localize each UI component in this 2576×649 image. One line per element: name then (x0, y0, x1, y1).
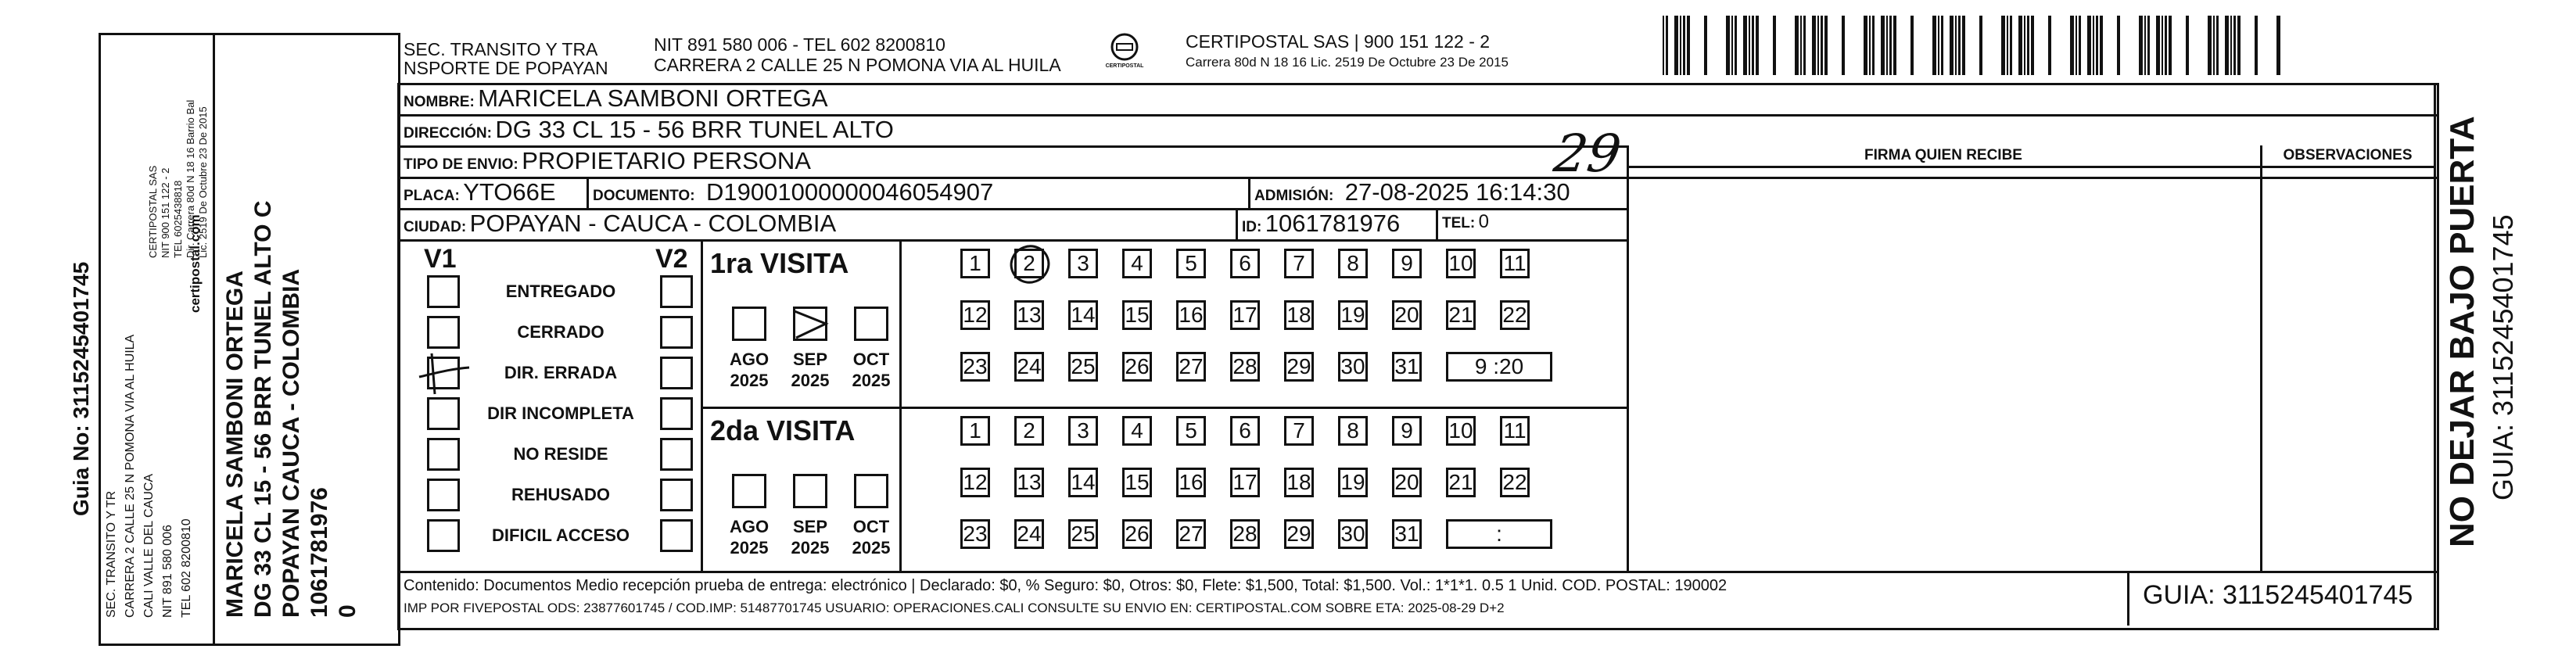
day-box[interactable]: 5 (1176, 416, 1206, 446)
col-line-reception (1627, 145, 1629, 573)
day-box[interactable]: 14 (1068, 468, 1098, 497)
day-box[interactable]: 1 (960, 249, 990, 278)
month-label (726, 516, 773, 558)
day-box[interactable]: 28 (1230, 519, 1260, 549)
v2-checkbox[interactable] (660, 397, 693, 430)
day-box[interactable]: 2 (1014, 249, 1044, 278)
carrier-logo-text: CERTIPOSTAL (1105, 63, 1144, 69)
v1-checkbox[interactable] (427, 479, 460, 511)
direccion-label: DIRECCIÓN: (404, 125, 492, 142)
documento-value: D19001000000046054907 (706, 178, 994, 206)
day-box[interactable]: 3 (1068, 249, 1098, 278)
stub-sender-line-1: CARRERA 2 CALLE 25 N POMONA VIA AL HUILA (124, 334, 137, 618)
day-box[interactable]: 4 (1122, 416, 1152, 446)
tel-label: TEL: (1442, 215, 1476, 231)
day-box[interactable]: 2 (1014, 416, 1044, 446)
motivo-label: DIFICIL ACCESO (491, 525, 630, 545)
stub-recipient-line-2: POPAYAN CAUCA - COLOMBIA (278, 268, 304, 618)
direccion-field (404, 116, 894, 144)
stub-sender-line-3: NIT 891 580 006 (161, 525, 174, 618)
month-name: OCT (852, 517, 890, 536)
visit-time[interactable]: : (1446, 519, 1552, 549)
day-box[interactable]: 17 (1230, 300, 1260, 330)
visit-separator (701, 407, 1627, 409)
barcode (1663, 16, 2280, 75)
day-box[interactable]: 8 (1338, 249, 1368, 278)
day-box[interactable]: 28 (1230, 352, 1260, 382)
sender-line2: NSPORTE DE POPAYAN (404, 58, 608, 78)
stub-carrier-line-0: CERTIPOSTAL SAS (147, 165, 159, 258)
month-checkbox[interactable] (854, 307, 888, 341)
day-box[interactable]: 10 (1446, 416, 1476, 446)
day-box[interactable]: 29 (1284, 519, 1314, 549)
stub-sender-line-0: SEC. TRANSITO Y TR (105, 490, 118, 618)
motivo-label: CERRADO (517, 322, 605, 342)
stub-website: certipostal.com (188, 214, 203, 313)
stub-guia-label: Guia No: 3115245401745 (69, 261, 93, 516)
v2-checkbox[interactable] (660, 316, 693, 349)
admision-label: ADMISIÓN: (1254, 188, 1334, 204)
motivo-label: REHUSADO (511, 485, 610, 504)
tel-field (1442, 211, 1489, 233)
day-box[interactable]: 27 (1176, 519, 1206, 549)
month-name: SEP (792, 517, 828, 536)
placa-label: PLACA: (404, 188, 460, 204)
stub-sender-line-4: TEL 602 8200810 (180, 518, 193, 618)
day-box[interactable]: 21 (1446, 468, 1476, 497)
stub-carrier-line-3: Dir. Carrera 80d N 18 16 Barrio Bal (185, 99, 196, 258)
documento-divider (1248, 177, 1250, 208)
v1-checkbox[interactable] (427, 519, 460, 552)
right-outer-line (2434, 83, 2436, 628)
tipo-field (404, 147, 811, 175)
day-box[interactable]: 6 (1230, 249, 1260, 278)
stub-carrier-line-1: NIT 900 151 122 - 2 (160, 167, 171, 258)
month-label (848, 516, 895, 558)
v2-label: V2 (655, 244, 688, 274)
v2-checkbox[interactable] (660, 519, 693, 552)
tel-value: 0 (1478, 211, 1490, 232)
day-box[interactable]: 6 (1230, 416, 1260, 446)
stub-recipient-line-4: 0 (335, 604, 361, 618)
nit-line: NIT 891 580 006 - TEL 602 8200810 (654, 34, 945, 55)
day-box[interactable]: 7 (1284, 416, 1314, 446)
day-box[interactable]: 16 (1176, 468, 1206, 497)
day-box[interactable]: 14 (1068, 300, 1098, 330)
month-mark (793, 307, 837, 345)
ciudad-field (404, 210, 836, 238)
day-box[interactable]: 30 (1338, 352, 1368, 382)
visits-divider (899, 239, 902, 571)
month-label (787, 516, 834, 558)
day-box[interactable]: 19 (1338, 468, 1368, 497)
carrier-logo (1101, 31, 1148, 69)
observaciones-label: OBSERVACIONES (2283, 147, 2413, 163)
day-box[interactable]: 24 (1014, 519, 1044, 549)
direccion-value: DG 33 CL 15 - 56 BRR TUNEL ALTO (495, 116, 894, 143)
nombre-value: MARICELA SAMBONI ORTEGA (478, 84, 828, 112)
day-box[interactable]: 31 (1392, 519, 1422, 549)
day-box[interactable]: 26 (1122, 352, 1152, 382)
stub-divider (213, 33, 215, 644)
day-box[interactable]: 17 (1230, 468, 1260, 497)
month-year: 2025 (852, 538, 891, 558)
motivo-label: DIR. ERRADA (504, 363, 618, 382)
day-box[interactable]: 27 (1176, 352, 1206, 382)
day-box[interactable]: 11 (1500, 249, 1530, 278)
month-year: 2025 (730, 538, 769, 558)
v2-checkbox[interactable] (660, 357, 693, 389)
handwritten-number: 29 (1550, 124, 1625, 184)
documento-field (593, 178, 993, 206)
id-field (1242, 210, 1400, 238)
stub-recipient-line-0: MARICELA SAMBONI ORTEGA (222, 271, 248, 618)
month-label (787, 349, 834, 391)
footer-line1: Contenido: Documentos Medio recepción prueba de entrega: electrónico | Declarado: $0, % Seguro: $0, Otros: $0, Flete: $1,500, Total: $1,500. Vol.: 1*1*1. 0.5 1 Unid. COD. POSTAL: 190002 (404, 577, 1727, 594)
day-box[interactable]: 1 (960, 416, 990, 446)
day-box[interactable]: 13 (1014, 300, 1044, 330)
visit-time[interactable]: 9 :20 (1446, 352, 1552, 382)
carrier-line2: Carrera 80d N 18 16 Lic. 2519 De Octubre 23 De 2015 (1186, 55, 1509, 70)
tipo-label: TIPO DE ENVIO: (404, 156, 518, 173)
v2-checkbox[interactable] (660, 438, 693, 471)
month-label (848, 349, 895, 391)
id-label: ID: (1242, 219, 1262, 235)
placa-value: YTO66E (463, 178, 556, 206)
placa-divider (587, 177, 589, 208)
day-box[interactable]: 18 (1284, 300, 1314, 330)
day-box[interactable]: 20 (1392, 468, 1422, 497)
admision-value: 27-08-2025 16:14:30 (1344, 178, 1570, 206)
side-guia: GUIA: 3115245401745 (2487, 214, 2519, 500)
id-value: 1061781976 (1265, 210, 1401, 237)
row-line-6 (397, 571, 2437, 573)
day-box[interactable]: 31 (1392, 352, 1422, 382)
footer-guia-divider (2127, 571, 2129, 626)
v1-checkbox[interactable] (427, 438, 460, 471)
day-box[interactable]: 18 (1284, 468, 1314, 497)
ciudad-value: POPAYAN - CAUCA - COLOMBIA (469, 210, 837, 237)
day-box[interactable]: 22 (1500, 300, 1530, 330)
address-line: CARRERA 2 CALLE 25 N POMONA VIA AL HUILA (654, 55, 1061, 75)
day-box[interactable]: 22 (1500, 468, 1530, 497)
day-box[interactable]: 25 (1068, 352, 1098, 382)
footer-line2: IMP POR FIVEPOSTAL ODS: 23877601745 / COD.IMP: 51487701745 USUARIO: OPERACIONES.CALI CONSULTE SU ENVIO EN: CERTIPOSTAL.COM SOBRE ETA: 2025-08-29 D+2 (404, 601, 1505, 615)
stub-carrier-line-2: TEL 6025438818 (172, 180, 184, 258)
day-box[interactable]: 29 (1284, 352, 1314, 382)
sender-line1: SEC. TRANSITO Y TRA (404, 39, 598, 59)
day-box[interactable]: 12 (960, 468, 990, 497)
tipo-value: PROPIETARIO PERSONA (522, 147, 811, 174)
v1-checkbox[interactable] (427, 275, 460, 308)
v1-label: V1 (424, 244, 457, 274)
motivo-label: ENTREGADO (505, 281, 616, 301)
visit-title: 2da VISITA (710, 414, 856, 446)
day-box[interactable]: 26 (1122, 519, 1152, 549)
month-year: 2025 (730, 371, 769, 390)
day-box[interactable]: 4 (1122, 249, 1152, 278)
col-line-observ (2260, 145, 2262, 573)
day-box[interactable]: 11 (1500, 416, 1530, 446)
month-name: SEP (792, 350, 828, 369)
day-box[interactable]: 24 (1014, 352, 1044, 382)
visit-title: 1ra VISITA (710, 247, 849, 279)
day-box[interactable]: 15 (1122, 300, 1152, 330)
stub-carrier-line-4: Lic. 2519 De Octubre 23 De 2015 (197, 106, 209, 258)
day-box[interactable]: 10 (1446, 249, 1476, 278)
id-divider (1236, 208, 1238, 239)
carrier-line1: CERTIPOSTAL SAS | 900 151 122 - 2 (1186, 31, 1491, 52)
month-checkbox[interactable] (732, 474, 766, 508)
motivo-label: NO RESIDE (513, 444, 608, 464)
day-box[interactable]: 9 (1392, 416, 1422, 446)
day-box[interactable]: 19 (1338, 300, 1368, 330)
v1-checkbox[interactable] (427, 316, 460, 349)
day-box[interactable]: 23 (960, 352, 990, 382)
day-box[interactable]: 15 (1122, 468, 1152, 497)
footer-guia: GUIA: 3115245401745 (2143, 580, 2413, 610)
v2-checkbox[interactable] (660, 479, 693, 511)
month-checkbox[interactable] (854, 474, 888, 508)
documento-label: DOCUMENTO: (593, 188, 695, 204)
v1-mark (418, 350, 472, 401)
reception-header-line (1627, 166, 2436, 168)
v1-checkbox[interactable] (427, 397, 460, 430)
month-year: 2025 (791, 371, 830, 390)
month-name: AGO (729, 517, 770, 536)
day-box[interactable]: 16 (1176, 300, 1206, 330)
v2-checkbox[interactable] (660, 275, 693, 308)
month-checkbox[interactable] (793, 474, 827, 508)
month-checkbox[interactable] (732, 307, 766, 341)
month-year: 2025 (791, 538, 830, 558)
circled-day-mark (1006, 239, 1057, 292)
day-box[interactable]: 12 (960, 300, 990, 330)
day-box[interactable]: 21 (1446, 300, 1476, 330)
motivos-divider (701, 239, 703, 571)
firma-label: FIRMA QUIEN RECIBE (1864, 147, 2022, 163)
day-box[interactable]: 7 (1284, 249, 1314, 278)
motivo-label: DIR INCOMPLETA (487, 403, 634, 423)
month-year: 2025 (852, 371, 891, 390)
month-name: OCT (852, 350, 890, 369)
stub-sender-line-2: CALI VALLE DEL CAUCA (142, 473, 156, 618)
nombre-field (404, 84, 828, 113)
nombre-label: NOMBRE: (404, 94, 475, 110)
day-box[interactable]: 13 (1014, 468, 1044, 497)
side-notice: NO DEJAR BAJO PUERTA (2443, 116, 2481, 547)
stub-recipient-line-3: 1061781976 (307, 487, 332, 618)
placa-field (404, 178, 556, 206)
stub-recipient-line-1: DG 33 CL 15 - 56 BRR TUNEL ALTO C (250, 200, 276, 618)
day-box[interactable]: 20 (1392, 300, 1422, 330)
day-box[interactable]: 5 (1176, 249, 1206, 278)
day-box[interactable]: 25 (1068, 519, 1098, 549)
day-box[interactable]: 9 (1392, 249, 1422, 278)
carrier-logo-icon (1109, 31, 1140, 63)
ciudad-label: CIUDAD: (404, 219, 467, 235)
day-box[interactable]: 3 (1068, 416, 1098, 446)
month-label (726, 349, 773, 391)
month-name: AGO (729, 350, 770, 369)
tel-divider (1436, 208, 1438, 239)
day-box[interactable]: 8 (1338, 416, 1368, 446)
day-box[interactable]: 23 (960, 519, 990, 549)
admision-field (1254, 178, 1570, 206)
day-box[interactable]: 30 (1338, 519, 1368, 549)
